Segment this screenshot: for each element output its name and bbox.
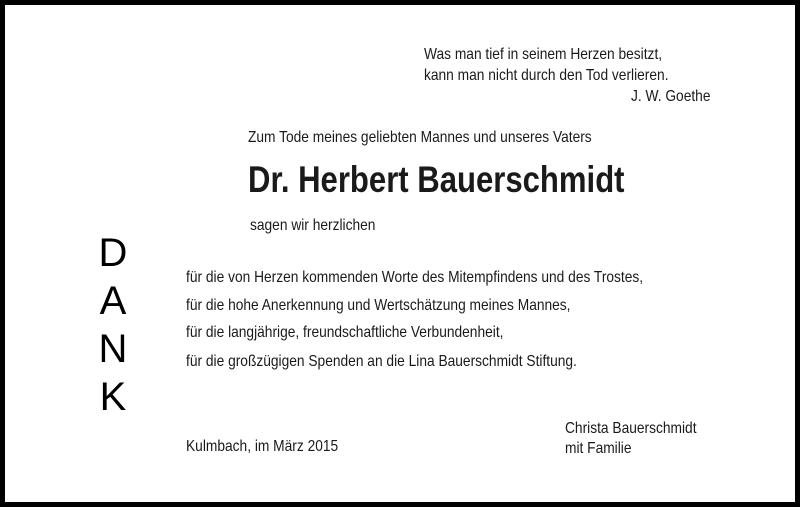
- reason-line: für die großzügigen Spenden an die Lina Bauerschmidt Stiftung.: [186, 353, 577, 370]
- dank-letter: K: [99, 375, 127, 419]
- quote-line-2: kann man nicht durch den Tod verlieren.: [424, 67, 669, 84]
- signature-name: Christa Bauerschmidt: [565, 420, 697, 437]
- thanks-intro: sagen wir herzlichen: [250, 217, 376, 234]
- dank-letter: D: [98, 231, 128, 275]
- reason-line: für die langjährige, freundschaftliche Verbundenheit,: [186, 324, 504, 341]
- dank-letter: N: [98, 327, 128, 371]
- quote-line-1: Was man tief in seinem Herzen besitzt,: [424, 46, 663, 63]
- intro-text: Zum Tode meines geliebten Mannes und unseres Vaters: [248, 129, 592, 146]
- quote-author: J. W. Goethe: [630, 88, 710, 105]
- place-date: Kulmbach, im März 2015: [186, 438, 339, 455]
- deceased-name: Dr. Herbert Bauerschmidt: [248, 159, 625, 200]
- reason-line: für die hohe Anerkennung und Wertschätzung meines Mannes,: [186, 297, 571, 314]
- reason-line: für die von Herzen kommenden Worte des Mitempfindens und des Trostes,: [186, 269, 644, 286]
- dank-vertical-heading: [93, 229, 133, 421]
- dank-letter: A: [99, 279, 127, 323]
- signature-family: mit Familie: [565, 440, 632, 457]
